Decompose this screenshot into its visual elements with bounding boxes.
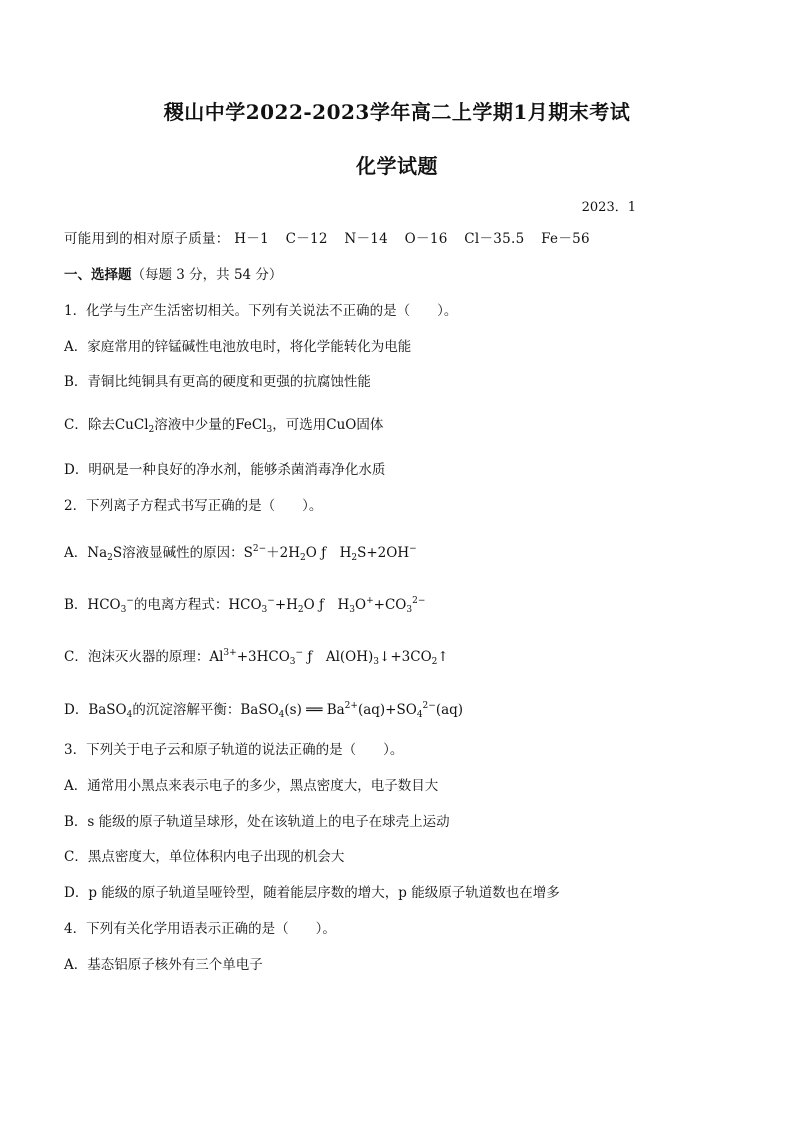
q1-option-c	[64, 415, 383, 440]
formula: Al	[209, 649, 224, 665]
q1-option-a: A．家庭常用的锌锰碱性电池放电时，将化学能转化为电能	[64, 339, 412, 355]
formula: (s) ══ Ba	[284, 702, 345, 718]
subscript: 2	[297, 605, 304, 615]
text: C．除去	[64, 417, 115, 433]
subscript: 4	[416, 710, 423, 720]
q1-option-b: B．青铜比纯铜具有更高的硬度和更强的抗腐蚀性能	[64, 374, 371, 390]
section-heading	[64, 265, 282, 285]
formula: Na	[87, 545, 108, 561]
mass-n: N－14	[344, 231, 389, 247]
q4-option-a: A．基态铝原子核外有三个单电子	[64, 957, 263, 973]
subscript: 2	[351, 553, 358, 563]
formula: ＋2H	[266, 545, 301, 561]
formula: BaSO	[88, 702, 127, 718]
mass-c: C－12	[285, 231, 328, 247]
text: C．泡沫灭火器的原理：	[64, 649, 210, 665]
section-title: 一、选择题	[64, 267, 132, 283]
formula: ↓+3CO	[379, 649, 432, 665]
formula: O ƒ H	[303, 597, 350, 613]
mass-h: H－1	[234, 231, 269, 247]
superscript: −	[409, 544, 417, 554]
mass-fe: Fe－56	[541, 231, 590, 247]
mass-cl: Cl－35.5	[464, 231, 525, 247]
atomic-mass-line	[64, 229, 590, 249]
formula: +H	[274, 597, 298, 613]
formula: ↑	[437, 649, 449, 665]
formula: +CO	[373, 597, 407, 613]
q3-option-a: A．通常用小黑点来表示电子的多少，黑点密度大，电子数目大	[64, 778, 439, 794]
subscript: 2	[300, 553, 306, 563]
text: 的沉淀溶解平衡：	[132, 702, 241, 718]
formula: (aq)+SO	[357, 702, 417, 718]
q1-option-d: D．明矾是一种良好的净水剂，能够杀菌消毒净化水质	[64, 462, 386, 478]
superscript: −	[126, 596, 134, 606]
formula: O ƒ H	[305, 545, 352, 561]
q2-option-b	[64, 591, 425, 620]
formula: HCO	[228, 597, 262, 613]
formula: HCO	[87, 597, 121, 613]
text: B．	[64, 597, 88, 613]
superscript: 2−	[412, 596, 426, 606]
text: D．	[64, 702, 89, 718]
formula: S+2OH	[357, 545, 410, 561]
subscript: 3	[266, 425, 273, 435]
subscript: 3	[261, 605, 268, 615]
mass-o: O－16	[404, 231, 448, 247]
formula: S	[243, 545, 253, 561]
q3-option-b: B．s 能级的原子轨道呈球形，处在该轨道上的电子在球壳上运动	[64, 814, 450, 830]
superscript: 2−	[252, 544, 267, 554]
subscript: 3	[349, 605, 356, 615]
formula: CuCl	[114, 417, 149, 433]
exam-date: 2023．1	[581, 200, 636, 215]
q2-option-d	[64, 696, 463, 725]
formula: FeCl	[235, 417, 267, 433]
subscript: 3	[373, 657, 380, 667]
superscript: +	[366, 596, 374, 606]
text: 溶液显碱性的原因：	[122, 545, 244, 561]
formula: S	[112, 545, 123, 561]
q3-option-c: C．黑点密度大，单位体积内电子出现的机会大	[64, 849, 345, 865]
text: 固体	[356, 417, 384, 433]
superscript: 2−	[422, 701, 436, 711]
q2-option-a	[64, 539, 417, 568]
subscript: 3	[289, 657, 296, 667]
formula: O	[355, 597, 367, 613]
subscript: 3	[406, 605, 413, 615]
superscript: −	[267, 596, 275, 606]
q3-option-d: D．p 能级的原子轨道呈哑铃型，随着能层序数的增大，p 能级原子轨道数也在增多	[64, 885, 560, 901]
subscript: 3	[120, 605, 127, 615]
q2-option-c	[64, 643, 449, 672]
formula: BaSO	[240, 702, 279, 718]
subscript: 2	[107, 553, 113, 563]
exam-title: 稷山中学2022-2023学年高二上学期1月期末考试	[163, 100, 631, 124]
formula: ƒ Al(OH)	[303, 649, 374, 665]
exam-subject: 化学试题	[356, 154, 438, 178]
q1-stem: 1．化学与生产生活密切相关。下列有关说法不正确的是（ ）。	[64, 303, 458, 319]
text: ，可选用	[272, 417, 327, 433]
atomic-mass-label: 可能用到的相对原子质量：	[64, 231, 230, 247]
formula: CuO	[326, 417, 357, 433]
subscript: 2	[148, 425, 155, 435]
section-note: （每题 3 分，共 54 分）	[131, 267, 283, 283]
text: 的电离方程式：	[133, 597, 229, 613]
q2-stem: 2．下列离子方程式书写正确的是（ ）。	[64, 498, 323, 514]
superscript: −	[295, 648, 304, 658]
formula: (aq)	[435, 702, 464, 718]
q3-stem: 3．下列关于电子云和原子轨道的说法正确的是（ ）。	[64, 742, 404, 758]
subscript: 4	[278, 710, 285, 720]
superscript: 2+	[344, 701, 358, 711]
text: 溶液中少量的	[154, 417, 236, 433]
superscript: 3+	[223, 648, 237, 658]
subscript: 2	[431, 657, 438, 667]
q4-stem: 4．下列有关化学用语表示正确的是（ ）。	[64, 921, 336, 937]
subscript: 4	[126, 710, 133, 720]
text: A．	[64, 545, 88, 561]
formula: +3HCO	[236, 649, 290, 665]
